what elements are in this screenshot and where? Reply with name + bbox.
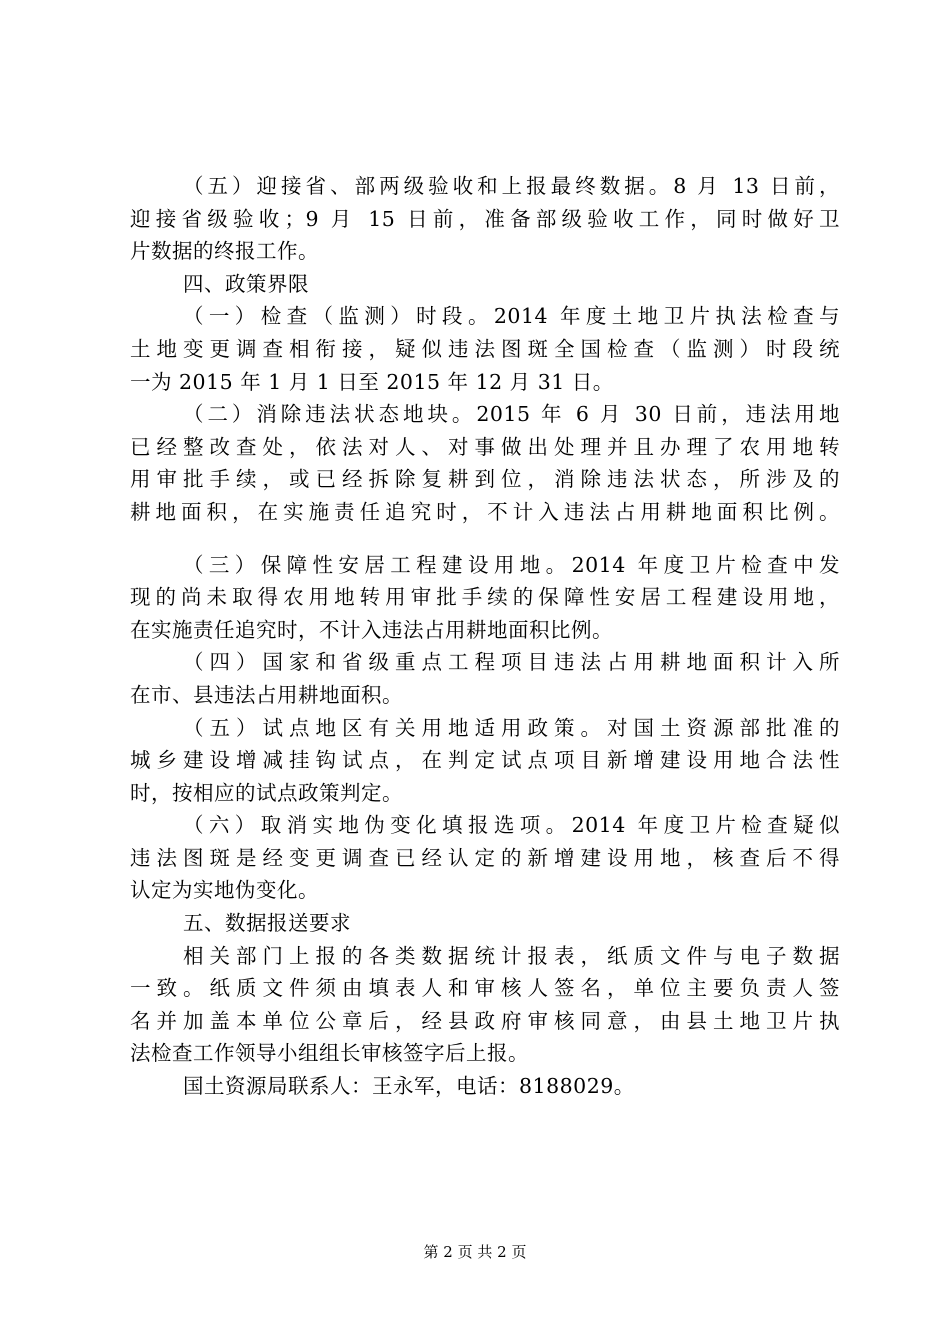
paragraph-line: 相关部门上报的各类数据统计报表，纸质文件与电子数据: [183, 943, 840, 968]
paragraph-line: （二）消除违法状态地块。2015 年 6 月 30 日前，违法用地: [183, 402, 840, 427]
paragraph-line: （三）保障性安居工程建设用地。2014 年度卫片检查中发: [183, 552, 840, 577]
paragraph-line: 一为 2015 年 1 月 1 日至 2015 年 12 月 31 日。: [130, 369, 614, 394]
paragraph-line: 违法图斑是经变更调查已经认定的新增建设用地，核查后不得: [130, 845, 840, 870]
paragraph-line: 已经整改查处，依法对人、对事做出处理并且办理了农用地转: [130, 434, 840, 459]
page-number-footer: 第 2 页 共 2 页: [423, 1243, 527, 1261]
paragraph-line: 迎接省级验收；9 月 15 日前，准备部级验收工作，同时做好卫: [130, 206, 840, 231]
paragraph-line: 法检查工作领导小组组长审核签字后上报。: [130, 1041, 529, 1066]
document-body: [130, 170, 840, 1103]
paragraph-line: 土地变更调查相衔接，疑似违法图斑全国检查（监测）时段统: [130, 336, 840, 361]
paragraph-line: 现的尚未取得农用地转用审批手续的保障性安居工程建设用地，: [130, 585, 840, 610]
paragraph-line: 名并加盖本单位公章后，经县政府审核同意，由县土地卫片执: [130, 1008, 840, 1033]
section-heading: 五、数据报送要求: [183, 911, 351, 936]
paragraph-line: 城乡建设增减挂钩试点，在判定试点项目新增建设用地合法性: [130, 748, 840, 773]
paragraph-line: （一）检查（监测）时段。2014 年度土地卫片执法检查与: [183, 304, 840, 329]
paragraph-line: 一致。纸质文件须由填表人和审核人签名，单位主要负责人签: [130, 976, 840, 1001]
paragraph-line: （六）取消实地伪变化填报选项。2014 年度卫片检查疑似: [183, 813, 840, 838]
paragraph-gap: [130, 529, 840, 549]
paragraph-line: 片数据的终报工作。: [130, 239, 319, 264]
section-heading: 四、政策界限: [183, 271, 309, 296]
paragraph-line: 在市、县违法占用耕地面积。: [130, 682, 403, 707]
paragraph-line: 在实施责任追究时，不计入违法占用耕地面积比例。: [130, 617, 613, 642]
paragraph-line: 认定为实地伪变化。: [130, 878, 319, 903]
paragraph-line: （五）迎接省、部两级验收和上报最终数据。8 月 13 日前，: [183, 174, 840, 198]
paragraph-line: （五）试点地区有关用地适用政策。对国土资源部批准的: [183, 715, 840, 740]
paragraph-line: 用审批手续，或已经拆除复耕到位，消除违法状态，所涉及的: [130, 467, 840, 492]
paragraph-line: 时，按相应的试点政策判定。: [130, 780, 403, 805]
paragraph-line: 耕地面积，在实施责任追究时，不计入违法占用耕地面积比例。: [130, 499, 840, 524]
contact-line: 国土资源局联系人：王永军，电话：8188029。: [183, 1074, 635, 1099]
paragraph-line: （四）国家和省级重点工程项目违法占用耕地面积计入所: [183, 650, 840, 675]
